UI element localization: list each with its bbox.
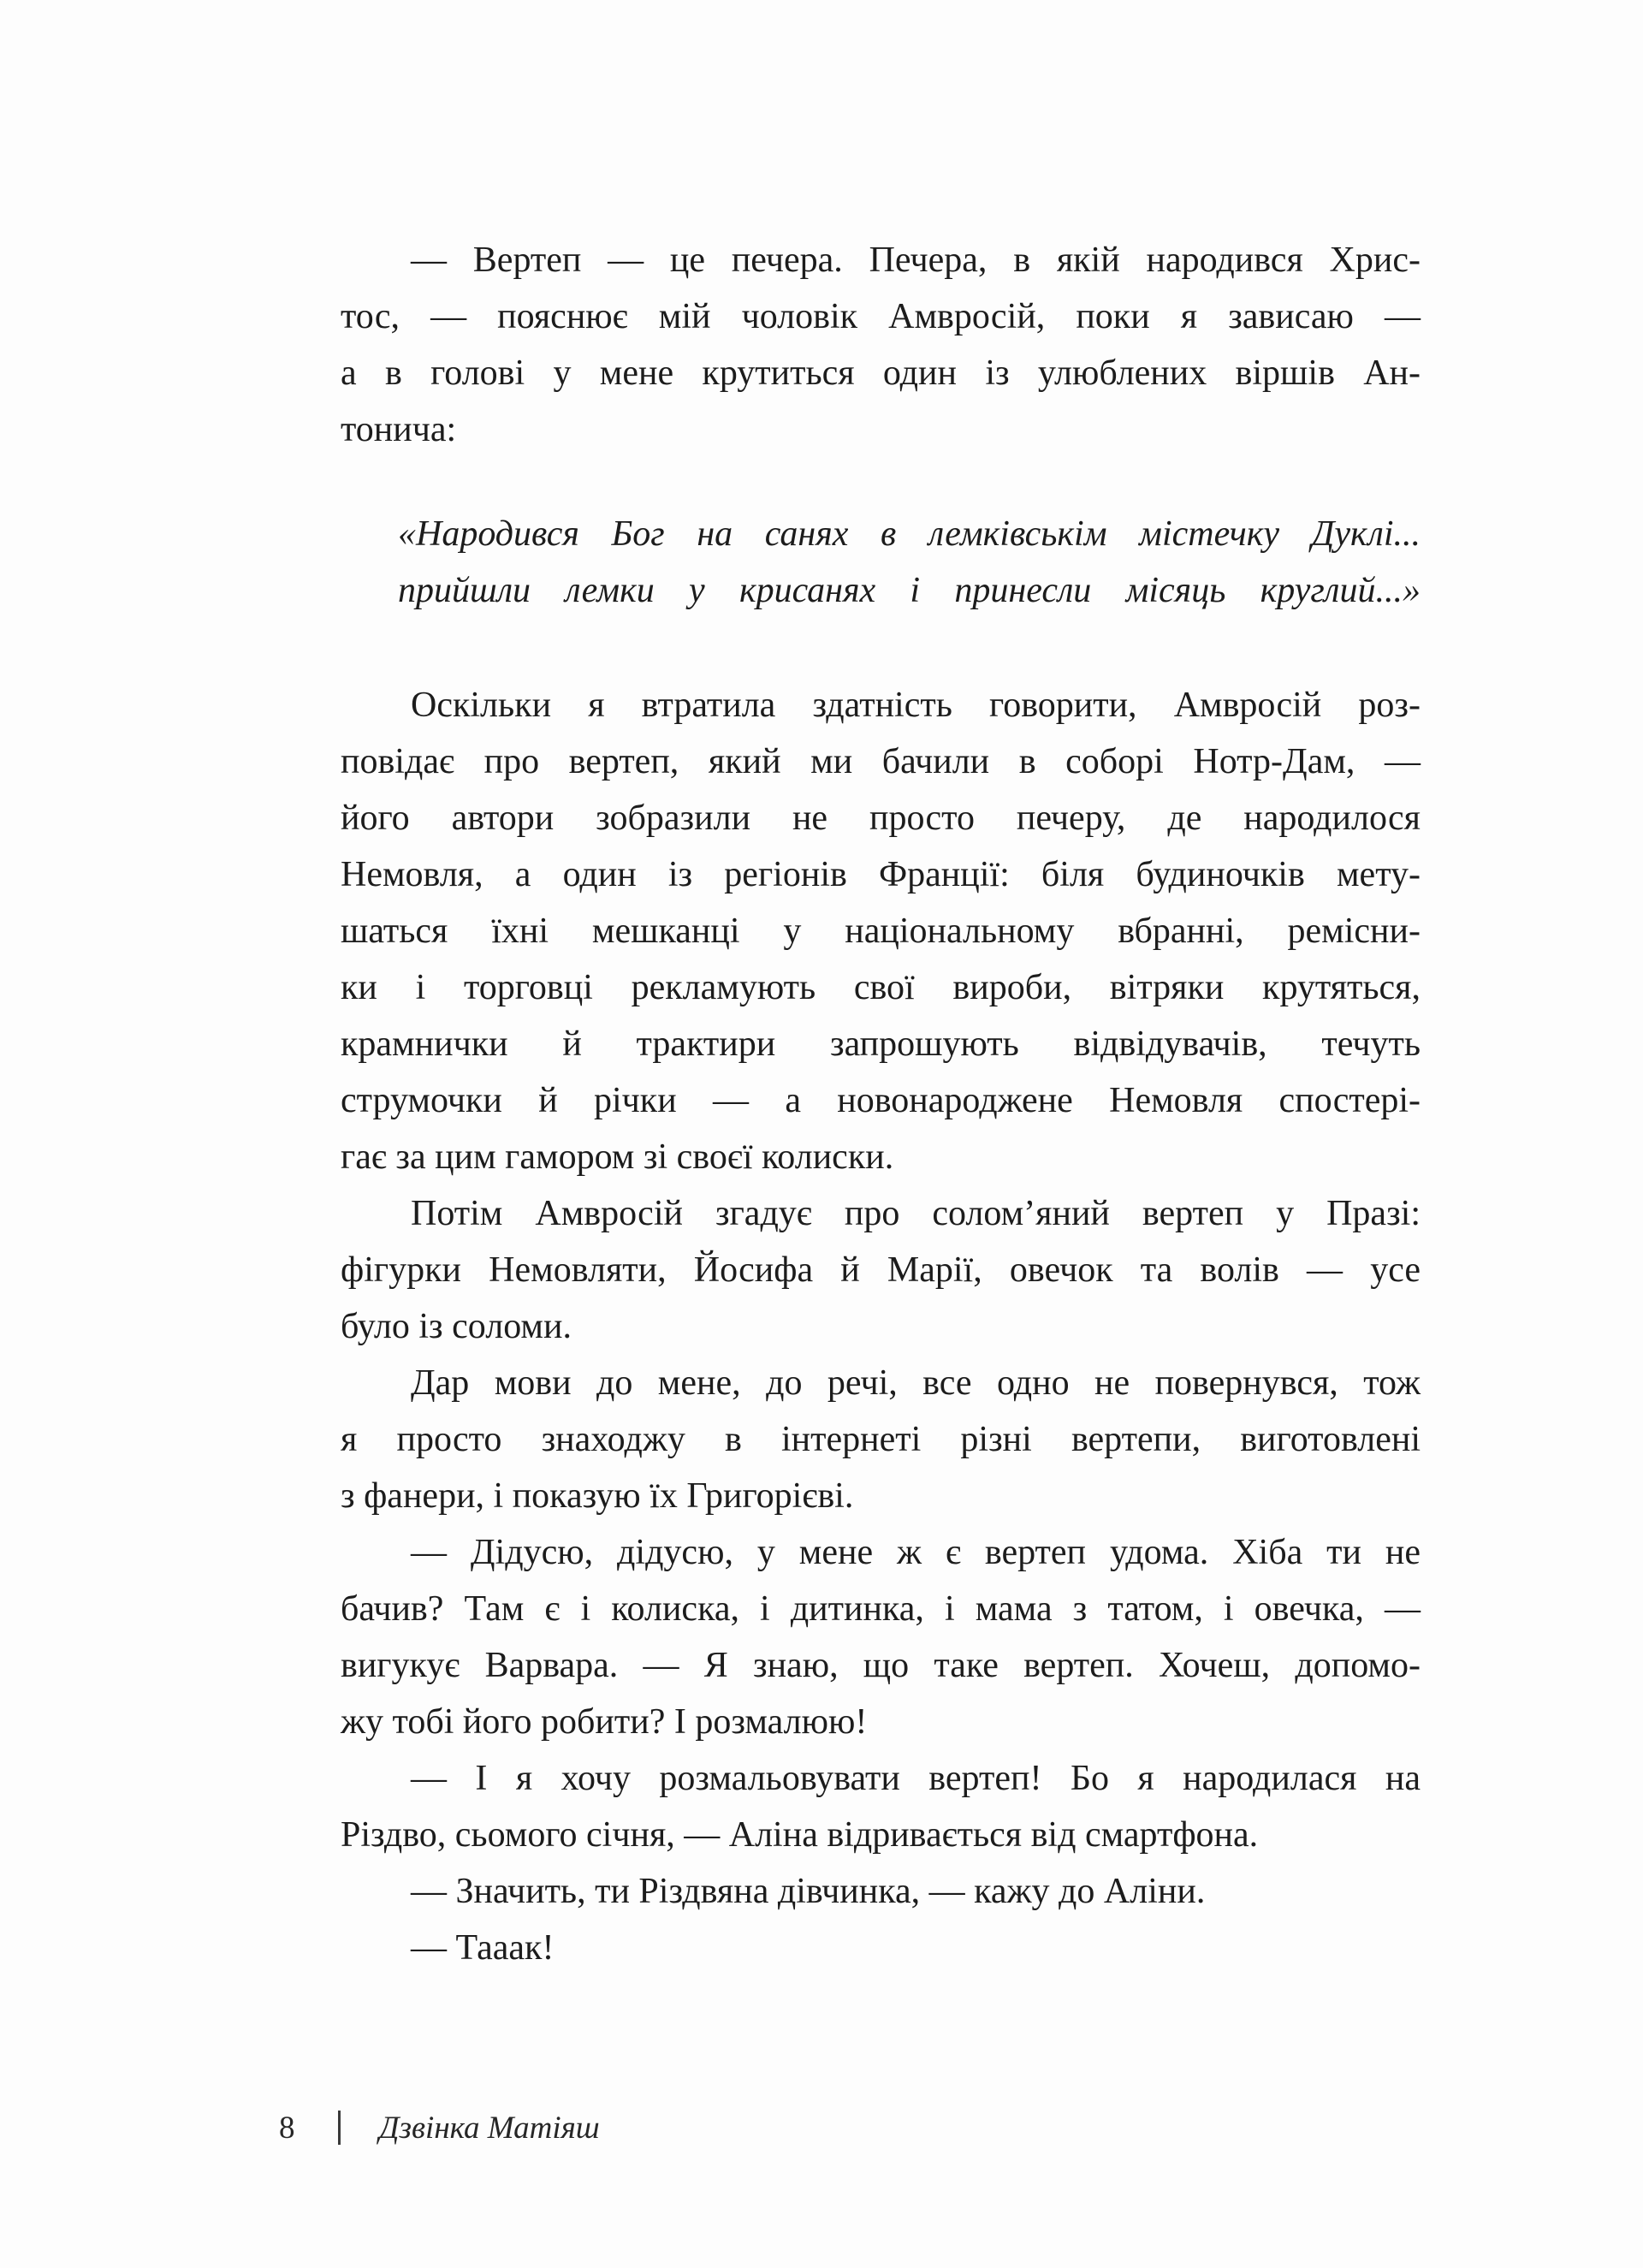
text-line: Дар мови до мене, до речі, все одно не повернувся, тож: [411, 1363, 1421, 1403]
text-line: було із соломи.: [341, 1307, 572, 1346]
text-line: вигукує Варвара. — Я знаю, що таке вертеп. Хочеш, допомо-: [341, 1646, 1421, 1685]
text-line: прийшли лемки у крисанях і принесли місяць круглий...»: [398, 571, 1421, 610]
text-block: [341, 232, 1421, 1976]
page-number: 8: [279, 2110, 295, 2146]
text-line: — Вертеп — це печера. Печера, в якій народився Хрис-: [411, 240, 1421, 280]
verse-quote: [398, 506, 1421, 619]
text-line: — Значить, ти Різдвяна дівчинка, — кажу до Аліни.: [411, 1872, 1206, 1911]
text-line: Потім Амвросій згадує про солом’яний вертеп у Празі:: [411, 1194, 1421, 1233]
text-line: з фанери, і показую їх Григорієві.: [341, 1476, 854, 1516]
paragraph: [341, 1750, 1421, 1863]
text-line: — Дідусю, дідусю, у мене ж є вертеп удома. Хіба ти не: [411, 1533, 1421, 1572]
text-line: я просто знаходжу в інтернеті різні вертепи, виготовлені: [341, 1420, 1421, 1459]
text-line: Немовля, а один із регіонів Франції: біля будиночків мету-: [341, 855, 1421, 894]
text-line: його автори зобразили не просто печеру, де народилося: [341, 799, 1421, 838]
text-line: Різдво, сьомого січня, — Аліна відривається від смартфона.: [341, 1815, 1259, 1855]
text-line: тос, — пояснює мій чоловік Амвросій, поки я зависаю —: [341, 297, 1421, 336]
text-line: струмочки й річки — а новонароджене Немовля спостері-: [341, 1081, 1421, 1120]
text-line: бачив? Там є і колиска, і дитинка, і мама з татом, і овечка, —: [341, 1589, 1421, 1629]
text-line: фігурки Немовляти, Йосифа й Марії, овечок та волів — усе: [341, 1250, 1421, 1290]
text-line: жу тобі його робити? І розмалюю!: [341, 1702, 868, 1742]
footer-divider: [338, 2111, 341, 2145]
footer-author: Дзвінка Матіяш: [379, 2110, 600, 2146]
paragraph: [341, 232, 1421, 458]
text-line: тонича:: [341, 410, 457, 449]
paragraph: [341, 1355, 1421, 1524]
text-line: шаться їхні мешканці у національному вбранні, ремісни-: [341, 911, 1421, 951]
page-footer: [279, 2107, 600, 2148]
text-line: гає за цим гамором зі своєї колиски.: [341, 1137, 894, 1177]
text-line: ки і торговці рекламують свої вироби, вітряки крутяться,: [341, 968, 1421, 1007]
text-line: крамнички й трактири запрошують відвідувачів, течуть: [341, 1024, 1421, 1064]
text-line: а в голові у мене крутиться один із улюблених віршів Ан-: [341, 353, 1421, 393]
text-line: повідає про вертеп, який ми бачили в соборі Нотр-Дам, —: [341, 742, 1421, 781]
text-line: «Народився Бог на санях в лемківськім містечку Дуклі...: [398, 514, 1421, 554]
text-line: Оскільки я втратила здатність говорити, Амвросій роз-: [411, 686, 1421, 725]
text-line: — Тааак!: [411, 1928, 555, 1968]
paragraph: [341, 1920, 1421, 1976]
text-line: — І я хочу розмальовувати вертеп! Бо я народилася на: [411, 1759, 1421, 1798]
paragraph: [341, 1863, 1421, 1920]
paragraph: [341, 1524, 1421, 1750]
paragraph: [341, 1185, 1421, 1355]
paragraph: [341, 677, 1421, 1185]
